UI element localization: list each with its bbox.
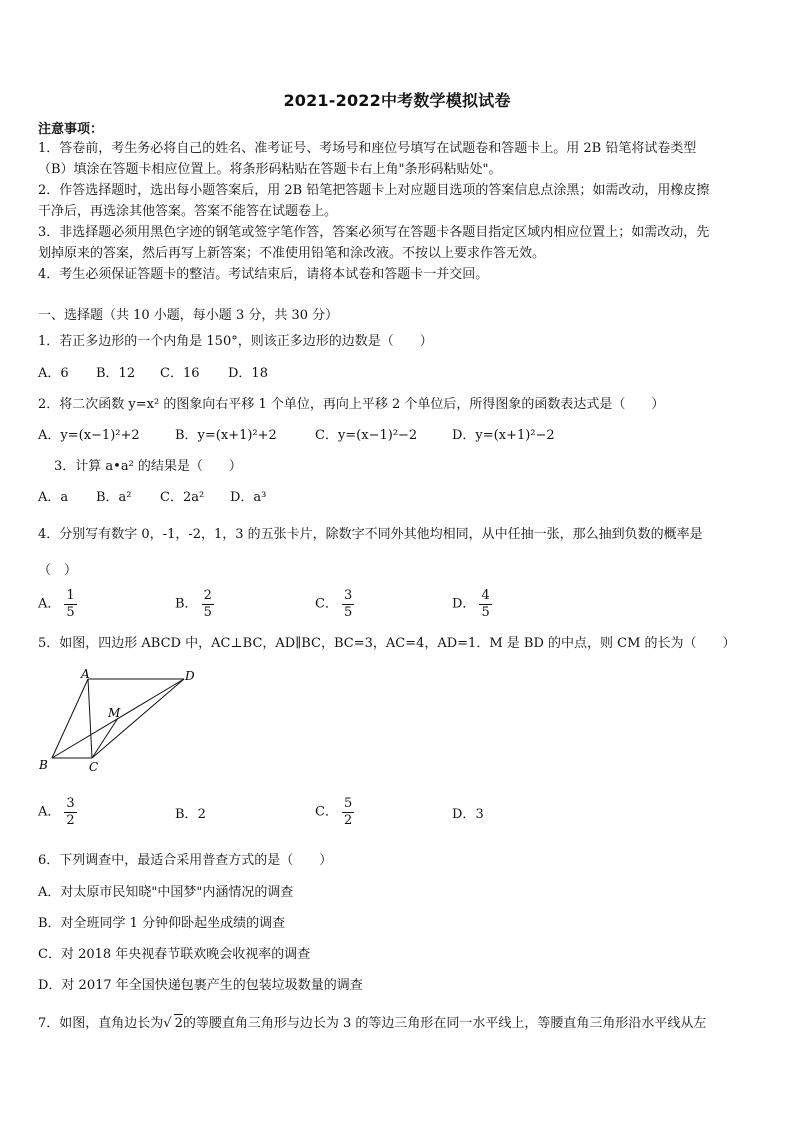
notes-line: 干净后，再选涂其他答案。答案不能答在试题卷上。: [38, 204, 338, 219]
quadrilateral-figure: [36, 665, 211, 775]
option-a: A．对太原市民知晓"中国梦"内涵情况的调查: [38, 885, 294, 900]
question-1-stem: 1．若正多边形的一个内角是 150°，则该正多边形的边数是（ ）: [38, 334, 433, 349]
stem-part: 的等腰直角三角形与边长为 3 的等边三角形在同一水平线上，等腰直角三角形沿水平线从左: [182, 1016, 707, 1031]
fraction: [64, 796, 76, 829]
question-2-stem: 2．将二次函数 y=x² 的图象向右平移 1 个单位，再向上平移 2 个单位后，所得图象的函数表达式是（ ）: [38, 397, 665, 412]
option-d: D．y=(x+1)²−2: [452, 428, 555, 443]
option-c: C．2a²: [160, 490, 205, 505]
notes-line: 1．答卷前，考生务必将自己的姓名、准考证号、考场号和座位号填写在试题卷和答题卡上。用 2B 铅笔将试卷类型: [38, 141, 697, 156]
option-c: [315, 796, 354, 829]
question-7-stem: [38, 1014, 760, 1033]
segment-cd: [92, 679, 184, 758]
option-letter: C．: [315, 804, 338, 820]
segment-ac: [88, 679, 92, 758]
denominator: 5: [66, 605, 75, 620]
question-3-options: [38, 489, 760, 507]
question-3-stem: 3．计算 a•a² 的结果是（ ）: [54, 459, 242, 474]
question-4-stem: 4．分别写有数字 0，-1，-2，1，3 的五张卡片，除数字不同外其他均相同，从中任抽一张，那么抽到负数的概率是: [38, 527, 703, 542]
option-b: B．12: [96, 366, 136, 381]
label-a: A: [81, 667, 90, 681]
option-letter: A．: [38, 596, 61, 612]
fraction: [342, 796, 354, 829]
denominator: 5: [203, 605, 212, 620]
numerator: 5: [343, 796, 353, 811]
option-c: [315, 588, 354, 621]
section-heading: 一、选择题（共 10 小题，每小题 3 分，共 30 分）: [38, 308, 339, 323]
question-4-stem-cont: （ ）: [38, 563, 78, 578]
option-b: B．y=(x+1)²+2: [175, 428, 277, 443]
denominator: 5: [481, 605, 490, 620]
numerator: 3: [343, 588, 353, 603]
notes-line: （B）填涂在答题卡相应位置上。将条形码粘贴在答题卡右上角"条形码粘贴处"。: [38, 162, 502, 177]
question-1-options: [38, 365, 760, 383]
option-letter: C．: [315, 596, 338, 612]
label-c: C: [89, 760, 99, 774]
numerator: 4: [481, 588, 490, 603]
notes-line: 划掉原来的答案，然后再写上新答案；不准使用铅笔和涂改液。不按以上要求作答无效。: [38, 246, 546, 261]
question-5-options: [38, 796, 760, 834]
option-a: A．y=(x−1)²+2: [38, 428, 140, 443]
numerator: 3: [66, 796, 75, 811]
option-d: D．18: [228, 366, 268, 381]
option-a: A．6: [38, 366, 69, 381]
sqrt-sign: √: [163, 1016, 172, 1031]
denominator: 2: [66, 813, 75, 828]
label-b: B: [39, 758, 48, 772]
segment-cm: [92, 718, 118, 758]
option-d: [452, 806, 484, 824]
option-d: [452, 588, 492, 621]
option-c: C．对 2018 年央视春节联欢晚会收视率的调查: [38, 947, 311, 962]
option-letter: D．: [452, 596, 476, 612]
option-value: 2: [197, 807, 206, 822]
stem-part: 7．如图，直角边长为: [38, 1016, 164, 1031]
fraction: [342, 588, 354, 621]
fraction: [479, 588, 491, 621]
option-a: [38, 796, 77, 829]
notes-line: 3．非选择题必须用黑色字迹的钢笔或签字笔作答，答案必须写在答题卡各题目指定区域内相应位置上；如需改动，先: [38, 225, 710, 240]
option-b: B．a²: [96, 490, 132, 505]
option-c: C．16: [160, 366, 200, 381]
question-6-stem: 6．下列调查中，最适合采用普查方式的是（ ）: [38, 853, 333, 868]
option-b: [175, 806, 206, 824]
option-letter: B．: [175, 807, 198, 822]
page-title: 2021-2022中考数学模拟试卷: [283, 91, 511, 110]
segment-ab: [52, 679, 88, 758]
option-b: [175, 588, 214, 621]
option-value: 3: [475, 807, 484, 822]
option-a: A．a: [38, 490, 69, 505]
denominator: 2: [343, 813, 353, 828]
option-letter: D．: [452, 807, 476, 822]
label-m: M: [108, 706, 121, 720]
fraction: [202, 588, 214, 621]
denominator: 5: [343, 605, 353, 620]
notes-line: 4．考生必须保证答题卡的整洁。考试结束后，请将本试卷和答题卡一并交回。: [38, 267, 489, 282]
option-b: B．对全班同学 1 分钟仰卧起坐成绩的调查: [38, 916, 286, 931]
option-d: D．对 2017 年全国快递包裹产生的包装垃圾数量的调查: [38, 978, 363, 993]
fraction: [64, 588, 76, 621]
option-d: D．a³: [230, 490, 267, 505]
notes-heading: 注意事项：: [38, 122, 104, 137]
question-5-stem: 5．如图，四边形 ABCD 中，AC⊥BC，AD∥BC，BC=3，AC=4，AD=1．M 是 BD 的中点，则 CM 的长为（ ）: [38, 636, 736, 651]
question-2-options: [38, 427, 760, 445]
numerator: 2: [203, 588, 212, 603]
label-d: D: [185, 669, 195, 683]
numerator: 1: [66, 588, 75, 603]
option-letter: B．: [175, 596, 198, 612]
option-a: [38, 588, 77, 621]
option-c: C．y=(x−1)²−2: [315, 428, 418, 443]
notes-line: 2．作答选择题时，选出每小题答案后，用 2B 铅笔把答题卡上对应题目选项的答案信息点涂黑；如需改动，用橡皮擦: [38, 183, 710, 198]
sqrt-radicand: 2: [174, 1016, 183, 1031]
question-4-options: [38, 588, 760, 626]
option-letter: A．: [38, 804, 61, 820]
